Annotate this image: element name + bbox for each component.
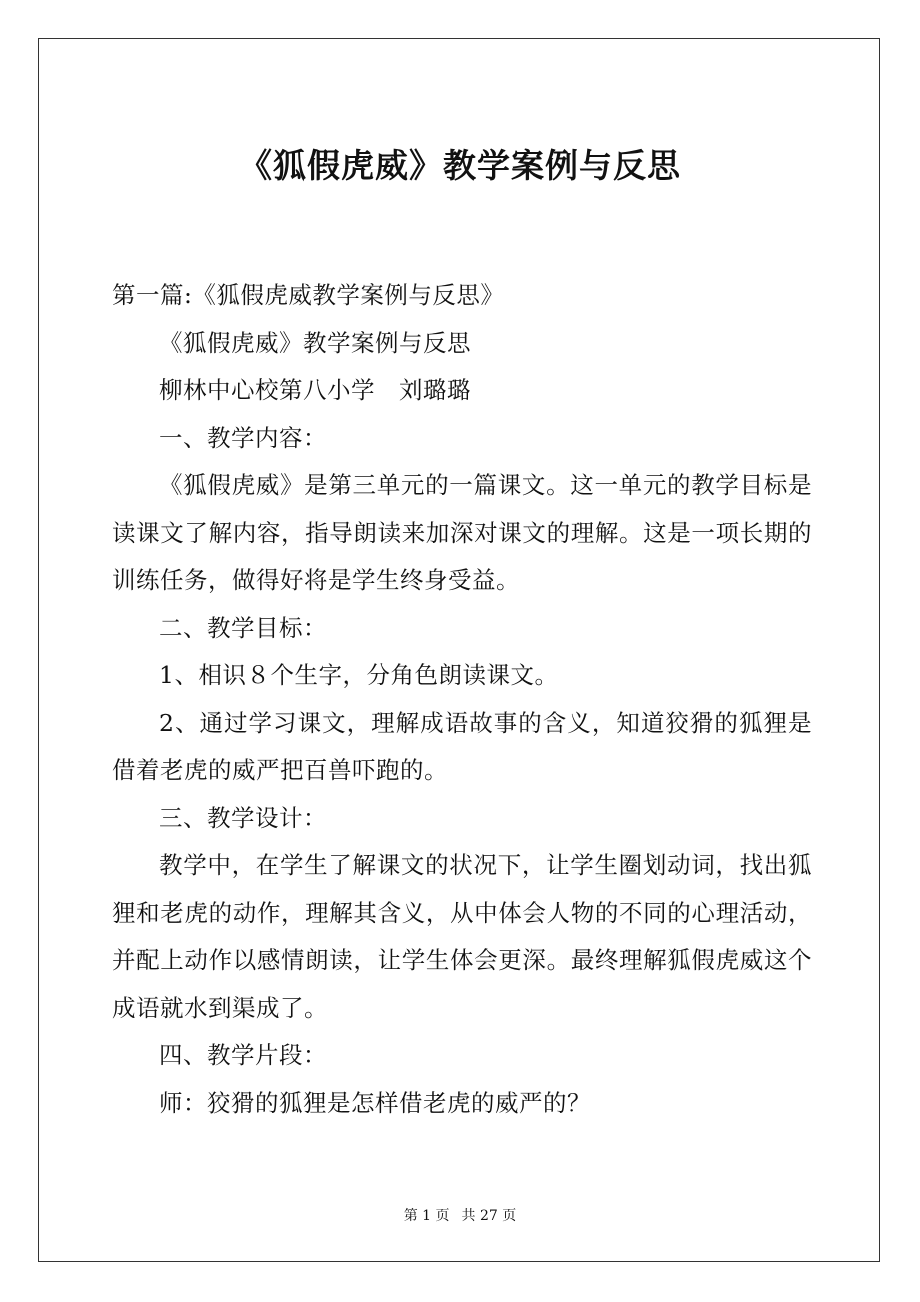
- document-body: [112, 272, 812, 1127]
- section-heading: 四、教学片段：: [159, 1041, 327, 1069]
- page-number: 第 1 页: [403, 1208, 450, 1224]
- document-title: 《狐假虎威》教学案例与反思: [239, 146, 681, 185]
- list-item: 1、相识８个生字，分角色朗读课文。: [159, 661, 559, 689]
- list-item: 2、通过学习课文，理解成语故事的含义，知道狡猾的狐狸是借着老虎的威严把百兽吓跑的。: [112, 708, 812, 784]
- paragraph: 第一篇:《狐假虎威教学案例与反思》: [112, 281, 505, 309]
- paragraph: 柳林中心校第八小学 刘璐璐: [159, 376, 471, 404]
- paragraph: 《狐假虎威》是第三单元的一篇课文。这一单元的教学目标是读课文了解内容，指导朗读来加深对课文的理解。这是一项长期的训练任务，做得好将是学生终身受益。: [112, 471, 812, 594]
- section-heading: 一、教学内容：: [159, 423, 327, 452]
- paragraph: 师：狡猾的狐狸是怎样借老虎的威严的？: [159, 1088, 591, 1117]
- page-total: 共 27 页: [461, 1208, 517, 1224]
- paragraph: 《狐假虎威》教学案例与反思: [159, 328, 471, 357]
- page-footer: [0, 1206, 920, 1226]
- paragraph: 教学中，在学生了解课文的状况下，让学生圈划动词，找出狐狸和老虎的动作，理解其含义，从中体会人物的不同的心理活动，并配上动作以感情朗读，让学生体会更深。最终理解狐假虎威这个成语就水到渠成了。: [112, 851, 812, 1022]
- section-heading: 二、教学目标：: [159, 613, 327, 642]
- section-heading: 三、教学设计：: [159, 803, 327, 832]
